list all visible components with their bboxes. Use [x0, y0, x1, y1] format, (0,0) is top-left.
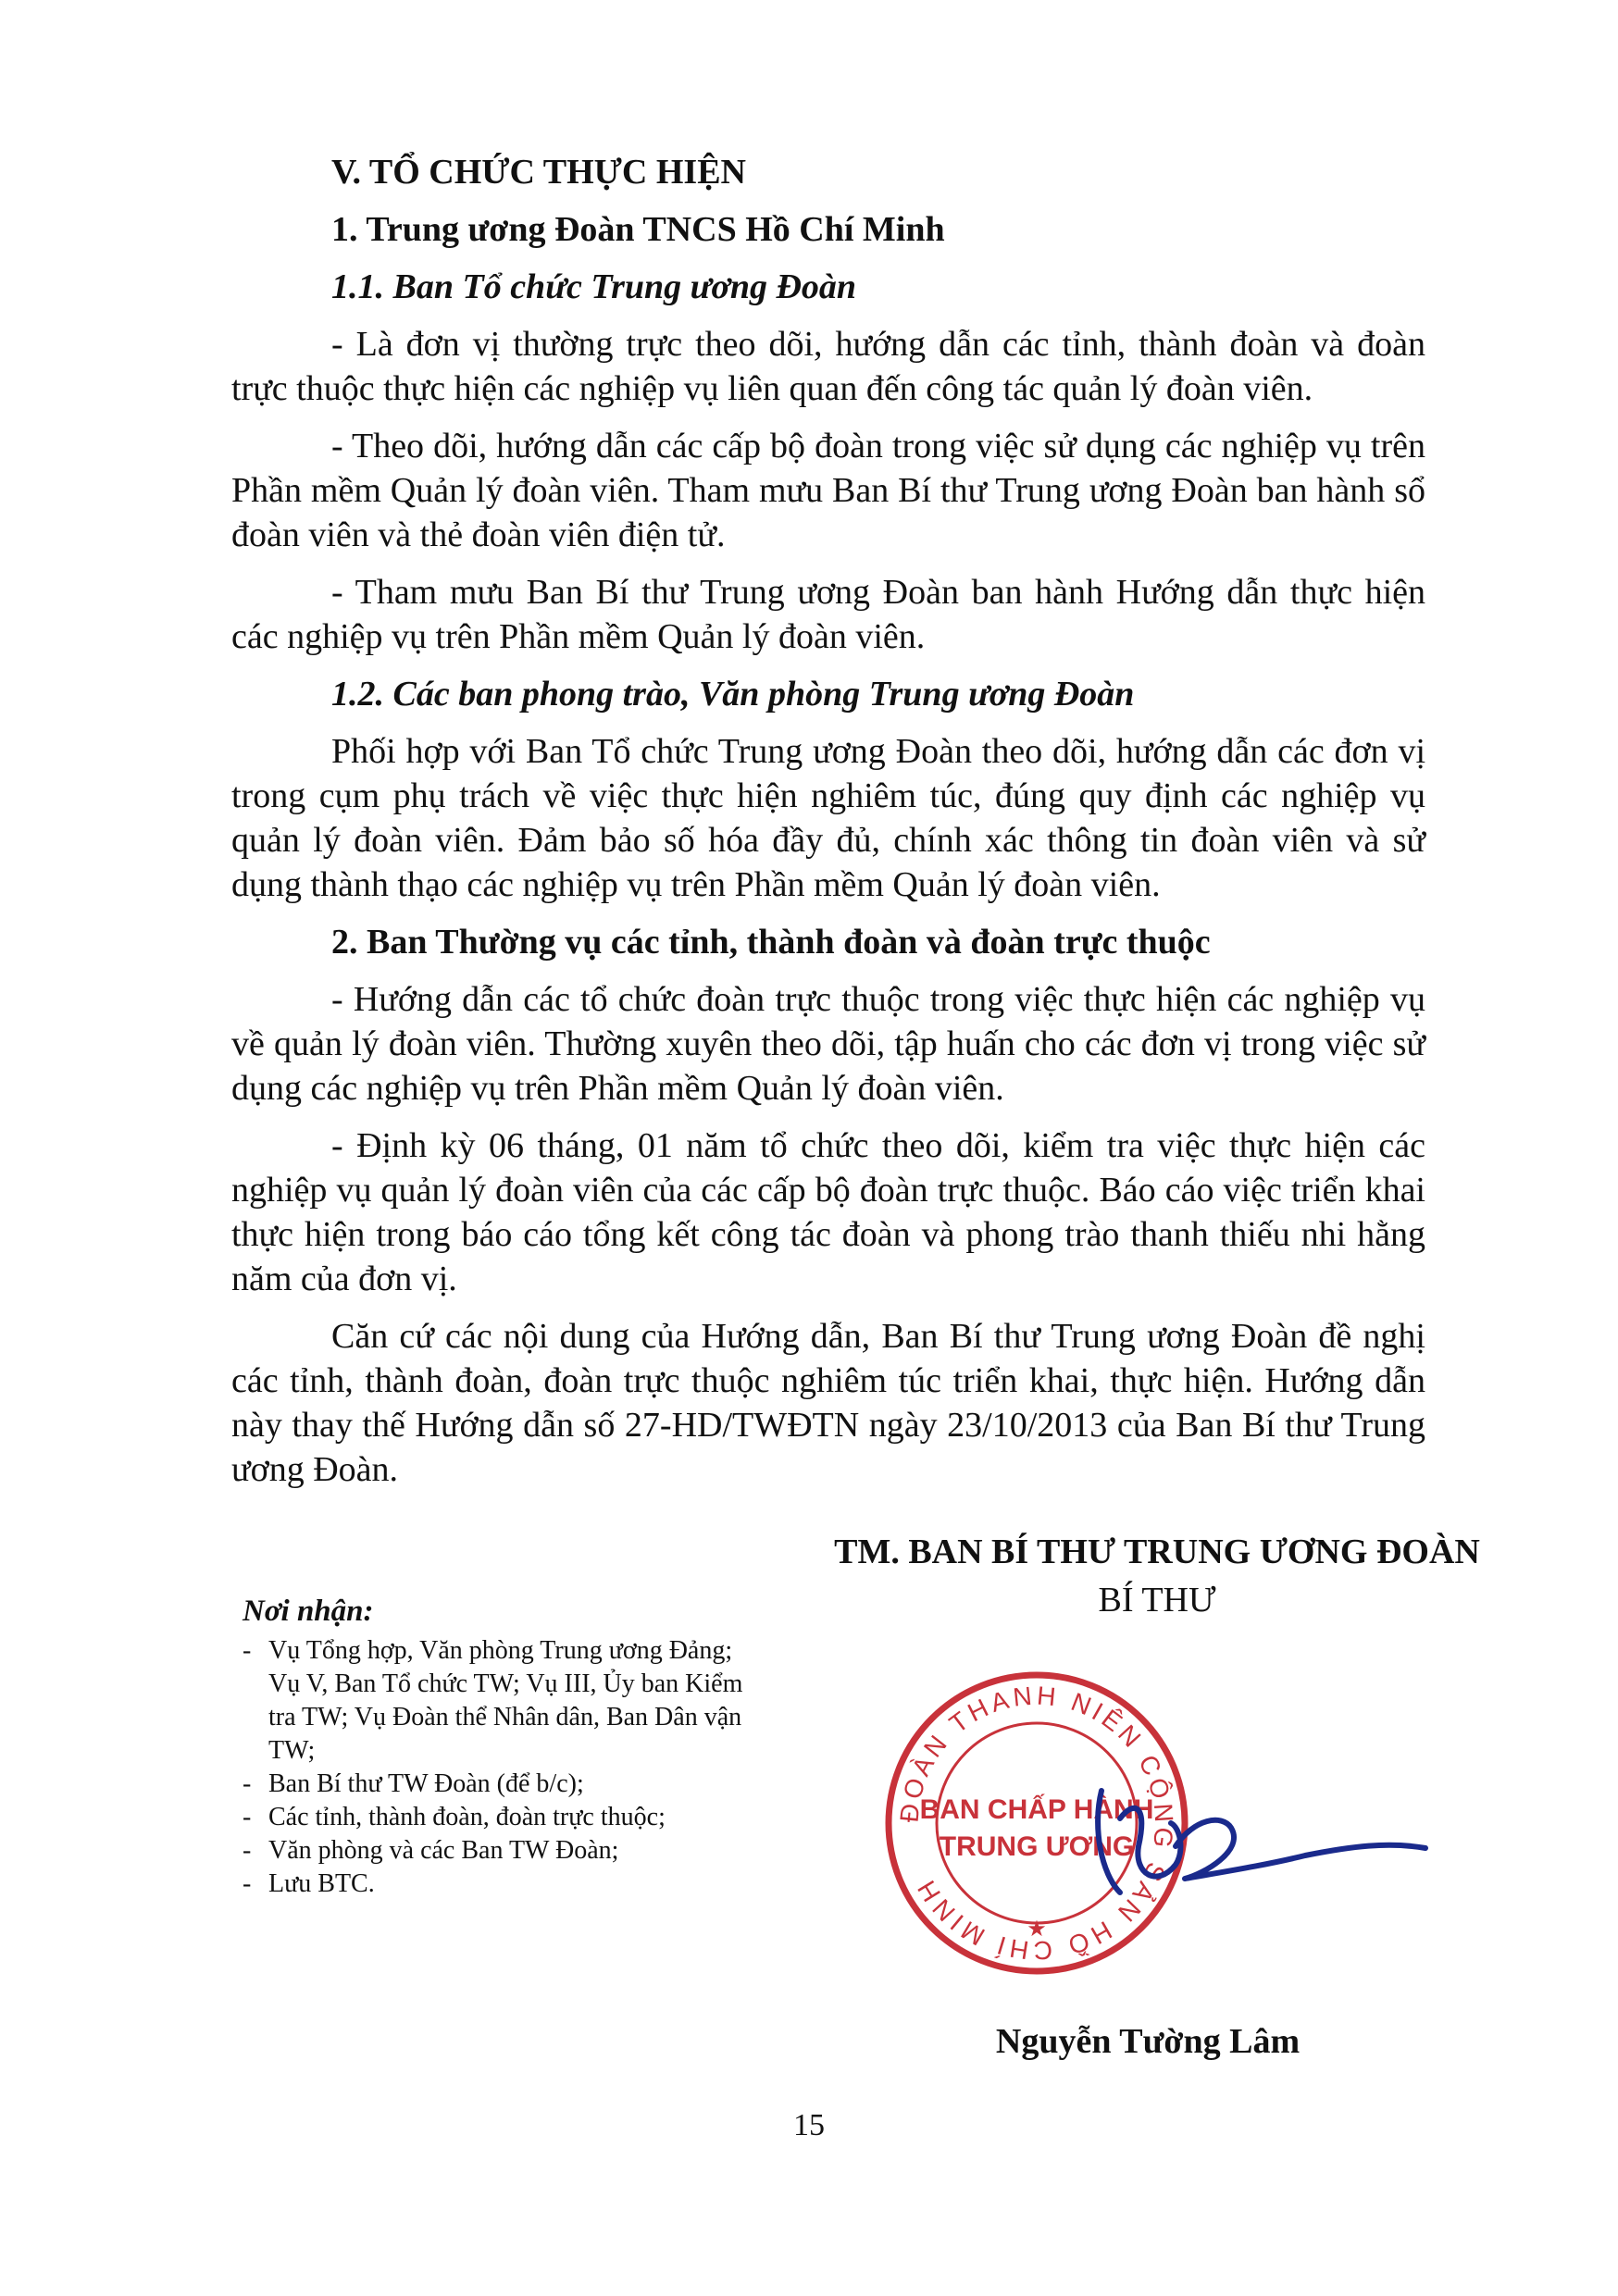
recipient-item: -Lưu BTC.	[243, 1869, 375, 1898]
page-number: 15	[793, 2108, 825, 2142]
seal-center-line-2: TRUNG ƯƠNG	[939, 1831, 1135, 1862]
document-body	[231, 150, 1425, 1492]
recipient-item: -Văn phòng và các Ban TW Đoàn;	[243, 1836, 619, 1865]
recipients-heading: Nơi nhận:	[243, 1595, 374, 1628]
paragraph: - Theo dõi, hướng dẫn các cấp bộ đoàn trong việc sử dụng các nghiệp vụ trên Phần mềm Quản lý đoàn viên. Tham mưu Ban Bí thư Trung ương Đoàn ban hành sổ đoàn viên và thẻ đoàn viên điện tử.	[231, 427, 1425, 554]
recipient-item: -Ban Bí thư TW Đoàn (để b/c);	[243, 1769, 584, 1798]
paragraph: - Hướng dẫn các tổ chức đoàn trực thuộc trong việc thực hiện các nghiệp vụ về quản lý đoàn viên. Thường xuyên theo dõi, tập huấn cho các đơn vị trong việc sử dụng các nghiệp vụ trên Phần mềm Quản lý đoàn viên.	[231, 980, 1425, 1108]
closing-paragraph: Căn cứ các nội dung của Hướng dẫn, Ban Bí thư Trung ương Đoàn đề nghị các tỉnh, thành đoàn, đoàn trực thuộc nghiêm túc triển khai, thực hiện. Hướng dẫn này thay thế Hướng dẫn số 27-HD/TWĐTN ngày 23/10/2013 của Ban Bí thư Trung ương Đoàn.	[231, 1317, 1425, 1489]
subsection-title-1: 1. Trung ương Đoàn TNCS Hồ Chí Minh	[331, 210, 945, 249]
paragraph: - Tham mưu Ban Bí thư Trung ương Đoàn ban hành Hướng dẫn thực hiện các nghiệp vụ trên Phần mềm Quản lý đoàn viên.	[231, 573, 1425, 656]
seal-ring-text: ĐOÀN THANH NIÊN CỘNG SẢN HỒ CHÍ MINH	[894, 1681, 1179, 1966]
paragraph: Phối hợp với Ban Tổ chức Trung ương Đoàn theo dõi, hướng dẫn các đơn vị trong cụm phụ trách về việc thực hiện nghiêm túc, đúng quy định các nghiệp vụ quản lý đoàn viên. Đảm bảo số hóa đầy đủ, chính xác thông tin đoàn viên và sử dụng thành thạo các nghiệp vụ trên Phần mềm Quản lý đoàn viên.	[231, 732, 1425, 904]
recipients-block	[243, 1592, 761, 1901]
subsection-title-1-2: 1.2. Các ban phong trào, Văn phòng Trung ương Đoàn	[331, 675, 1135, 714]
recipient-item: -Các tỉnh, thành đoàn, đoàn trực thuộc;	[243, 1803, 666, 1831]
subsection-title-2: 2. Ban Thường vụ các tỉnh, thành đoàn và đoàn trực thuộc	[331, 923, 1211, 962]
handwritten-signature	[1083, 1763, 1435, 1902]
seal-star-icon: ★	[1027, 1916, 1047, 1942]
paragraph: - Định kỳ 06 tháng, 01 năm tổ chức theo dõi, kiểm tra việc thực hiện các nghiệp vụ quản lý đoàn viên của các cấp bộ đoàn trực thuộc. Báo cáo việc triển khai thực hiện trong báo cáo tổng kết công tác đoàn và phong trào thanh thiếu nhi hằng năm của đơn vị.	[231, 1126, 1425, 1298]
recipient-item: -Vụ Tổng hợp, Văn phòng Trung ương Đảng; Vụ V, Ban Tổ chức TW; Vụ III, Ủy ban Kiểm tra TW; Vụ Đoàn thể Nhân dân, Ban Dân vận TW;	[243, 1636, 743, 1765]
subsection-title-1-1: 1.1. Ban Tổ chức Trung ương Đoàn	[331, 267, 857, 306]
signer-title: BÍ THƯ	[1098, 1581, 1216, 1620]
seal-center-line-1: BAN CHẤP HÀNH	[919, 1794, 1154, 1825]
signer-name: Nguyễn Tường Lâm	[995, 2022, 1301, 2061]
section-title: V. TỔ CHỨC THỰC HIỆN	[331, 153, 746, 192]
signer-block	[796, 1529, 1518, 1625]
paragraph: - Là đơn vị thường trực theo dõi, hướng dẫn các tỉnh, thành đoàn và đoàn trực thuộc thực hiện các nghiệp vụ liên quan đến công tác quản lý đoàn viên.	[231, 325, 1425, 408]
signer-organization: TM. BAN BÍ THƯ TRUNG ƯƠNG ĐOÀN	[834, 1533, 1480, 1571]
recipients-list	[243, 1634, 761, 1901]
